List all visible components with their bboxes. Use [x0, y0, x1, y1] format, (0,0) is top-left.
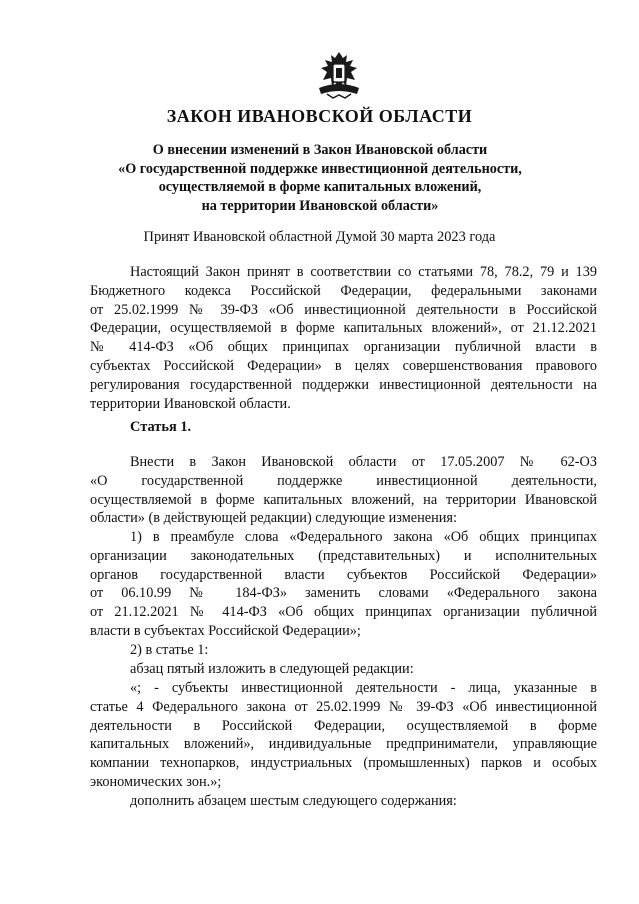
item1-line: 1) в преамбуле слова «Федерального закона «Об общих принципах — [130, 529, 597, 545]
quote-line: компании технопарков, индустриальных (промышленных) парков и особых — [90, 755, 597, 772]
preamble-line: регулирования государственной поддержки инвестиционной деятельности на — [90, 376, 597, 393]
item2-sub-line: абзац пятый изложить в следующей редакции: — [130, 660, 414, 677]
preamble-line: Настоящий Закон принят в соответствии со статьями 78, 78.2, 79 и 139 — [130, 264, 597, 280]
item2-line: 2) в статье 1: — [130, 642, 209, 658]
item1-line: от 21.12.2021 № 414-ФЗ «Об общих принципах организации публичной — [90, 604, 597, 621]
subtitle-line: «О государственной поддержке инвестиционной деятельности, — [118, 160, 522, 177]
article-intro — [90, 453, 597, 528]
adoption-note: Принят Ивановской областной Думой 30 марта 2023 года — [143, 229, 496, 245]
ivanovo-coat-of-arms-icon — [313, 50, 365, 100]
item1-line: власти в субъектах Российской Федерации»; — [90, 622, 361, 639]
amendment-item-1 — [90, 528, 597, 641]
article-intro-line: «О государственной поддержке инвестиционной деятельности, — [90, 472, 597, 489]
law-subtitle — [90, 141, 550, 215]
quote-line: капитальных вложений», индивидуальные предприниматели, управляющие — [90, 736, 597, 753]
quote-line: экономических зон.»; — [90, 773, 222, 790]
quoted-text — [90, 679, 597, 792]
article-intro-line: осуществляемой в форме капитальных вложений, на территории Ивановской — [90, 491, 597, 508]
preamble-line: Федерации, осуществляемой в форме капитальных вложений», от 21.12.2021 — [90, 320, 597, 337]
preamble-line: территории Ивановской области. — [90, 395, 291, 412]
quote-line: статье 4 Федерального закона от 25.02.1999 № 39-ФЗ «Об инвестиционной — [90, 698, 597, 715]
subtitle-line: осуществляемой в форме капитальных вложений, — [158, 179, 482, 196]
item1-line: организации законодательных (представительных) и исполнительных — [90, 547, 597, 564]
item2-add-line: дополнить абзацем шестым следующего содержания: — [130, 793, 457, 809]
preamble-line: от 25.02.1999 № 39-ФЗ «Об инвестиционной деятельности в Российской — [90, 301, 597, 318]
amendment-add-paragraph — [90, 792, 597, 811]
article-intro-line: области» (в действующей редакции) следующие изменения: — [90, 510, 457, 527]
subtitle-line: на территории Ивановской области» — [201, 197, 439, 214]
article-heading: Статья 1. — [130, 419, 192, 435]
preamble-line: Бюджетного кодекса Российской Федерации, федеральными законами — [90, 282, 597, 299]
quote-line: деятельности в Российской Федерации, осуществляемой в форме — [90, 717, 597, 734]
quote-line: «; - субъекты инвестиционной деятельности - лица, указанные в — [130, 680, 597, 696]
preamble-paragraph — [90, 263, 597, 413]
preamble-line: № 414-ФЗ «Об общих принципах организации публичной власти в — [90, 339, 597, 356]
preamble-line: субъектах Российской Федерации» в целях совершенствования правового — [90, 357, 597, 374]
law-title: ЗАКОН ИВАНОВСКОЙ ОБЛАСТИ — [166, 106, 473, 126]
item1-line: от 06.10.99 № 184-ФЗ» заменить словами «Федерального закона — [90, 585, 597, 602]
item1-line: органов государственной власти субъектов Российской Федерации» — [90, 566, 597, 583]
subtitle-line: О внесении изменений в Закон Ивановской области — [152, 142, 488, 158]
amendment-item-2 — [90, 641, 597, 679]
article-intro-line: Внести в Закон Ивановской области от 17.05.2007 № 62-ОЗ — [130, 454, 597, 470]
